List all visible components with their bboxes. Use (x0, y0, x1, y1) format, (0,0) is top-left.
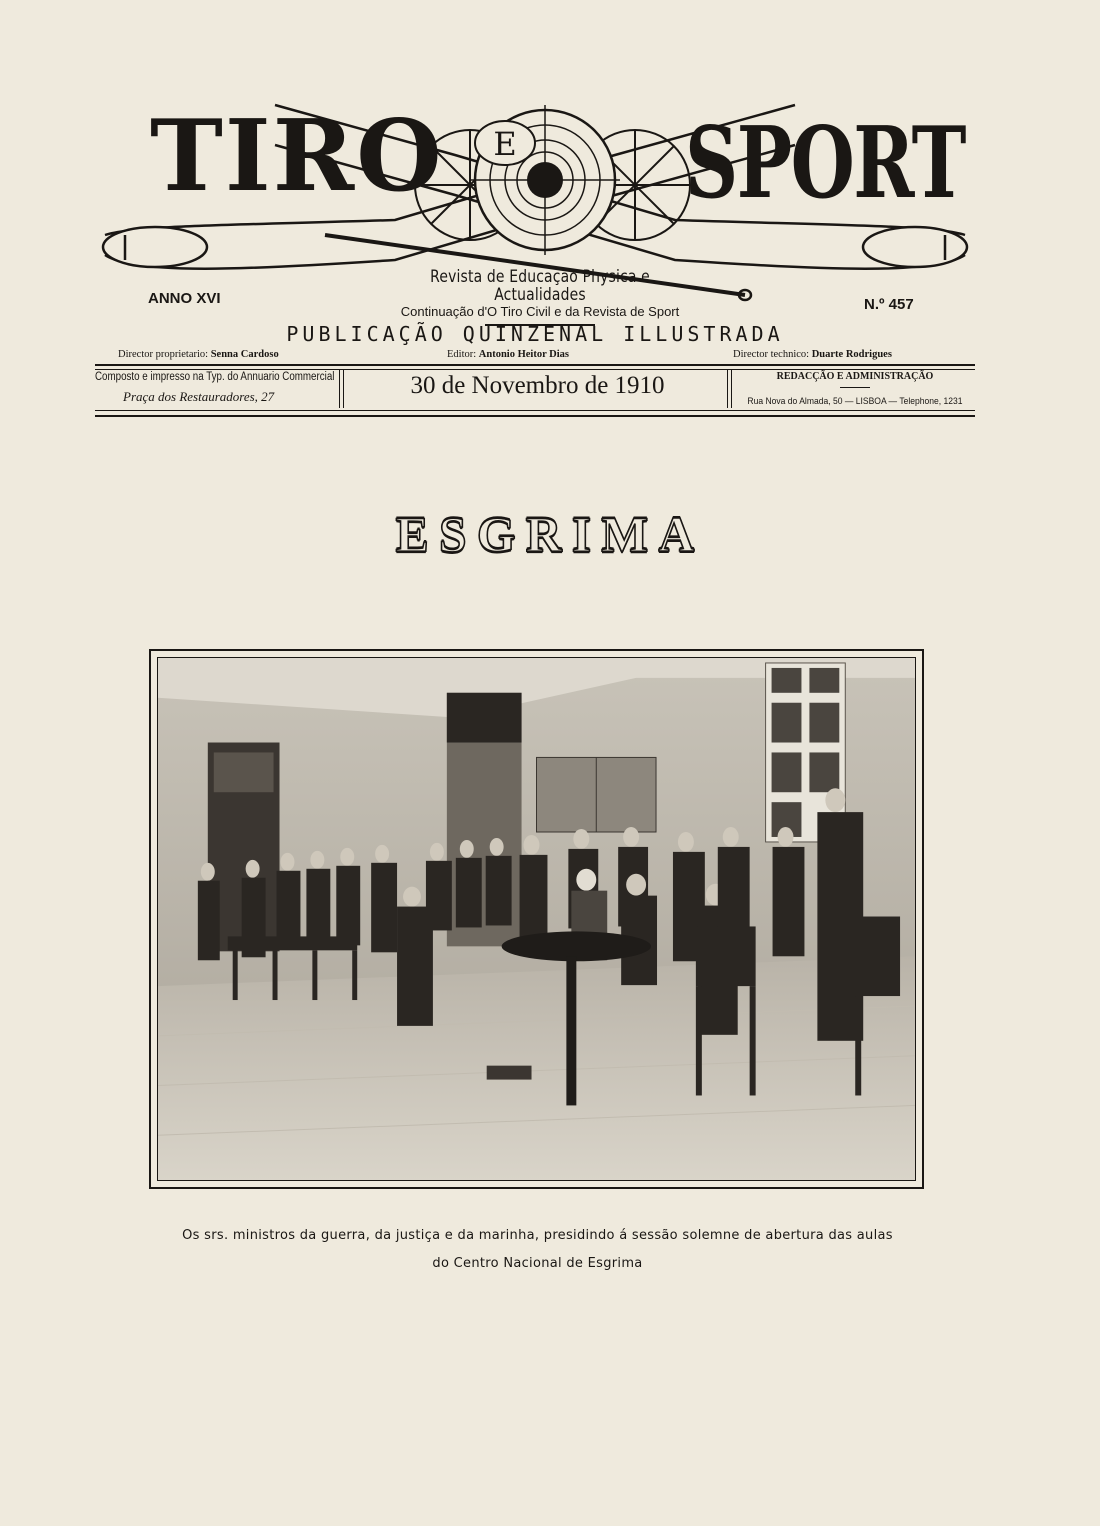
staff-proprietor-label: Director proprietario: (118, 349, 209, 360)
issue-date: 30 de Novembro de 1910 (410, 372, 665, 399)
staff-technical-label: Director technico: (733, 349, 810, 360)
dateline-divider-left-inner (343, 370, 344, 408)
masthead-continuation: Continuação d'O Tiro Civil e da Revista de Sport (400, 304, 680, 319)
admin-divider (840, 387, 870, 388)
staff-editor-name: Antonio Heitor Dias (478, 349, 570, 360)
admin-address: Rua Nova do Almada, 50 — LISBOA — Telephone, 1231 (747, 396, 963, 407)
masthead-subtitle-block (360, 268, 720, 326)
article-headline-text: ESGRIMA (395, 506, 705, 562)
admin-title: REDACÇÃO E ADMINISTRAÇÃO (776, 371, 934, 382)
masthead-title-right: SPORT (685, 106, 966, 221)
dateline-top-rule-thin (95, 369, 975, 370)
frequency-banner: PUBLICAÇÃO QUINZENAL ILLUSTRADA (286, 322, 784, 346)
dateline-bottom-rule (95, 415, 975, 417)
fencing-hall-photo (158, 658, 915, 1180)
staff-technical (733, 349, 892, 360)
photo-caption-line1: Os srs. ministros da guerra, da justiça e da marinha, presidindo á sessão solemne de abertura das aulas (182, 1228, 893, 1243)
article-headline (250, 505, 850, 563)
masthead-subtitle: Revista de Educação Physica e Actualidades (430, 267, 650, 305)
staff-proprietor (118, 349, 279, 360)
dateline-divider-left (339, 370, 340, 408)
staff-editor (447, 349, 569, 360)
article-photo-frame (149, 649, 924, 1189)
photo-caption (150, 1222, 925, 1278)
staff-editor-label: Editor: (447, 349, 477, 360)
issue-number: N.º 457 (864, 296, 914, 313)
printer-line: Composto e impresso na Typ. do Annuario Commercial (95, 371, 335, 383)
dateline-bar (95, 364, 975, 418)
dateline-divider-right (727, 370, 728, 408)
masthead-title-left: TIRO (150, 99, 444, 214)
dateline-divider-right-inner (731, 370, 732, 408)
staff-proprietor-name: Senna Cardoso (210, 349, 279, 360)
dateline-bottom-rule-thin (95, 410, 975, 411)
article-photo (157, 657, 916, 1181)
staff-technical-name: Duarte Rodrigues (811, 349, 892, 360)
volume-label: ANNO XVI (148, 290, 221, 307)
dateline-top-rule (95, 364, 975, 366)
masthead-title-mid: E (493, 125, 517, 163)
printer-address: Praça dos Restauradores, 27 (123, 389, 275, 404)
photo-caption-line2: do Centro Nacional de Esgrima (432, 1256, 643, 1271)
